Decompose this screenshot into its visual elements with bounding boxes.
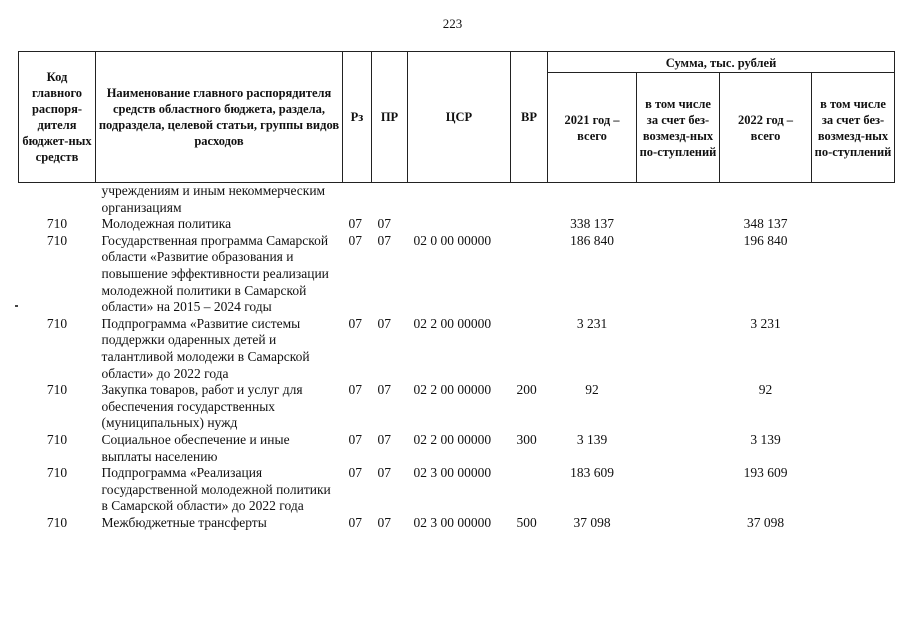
cell-vr [511, 233, 548, 316]
cell-code: 710 [46, 431, 68, 447]
cell-pr: 07 [377, 382, 391, 398]
cell-vr [511, 465, 548, 515]
cell-2021-total: 3 139 [576, 431, 608, 447]
cell-2022-total: 3 231 [750, 315, 781, 331]
table-row [19, 432, 895, 465]
cell-pr: 07 [377, 232, 391, 248]
cell-vr [511, 183, 548, 216]
header-row-top [19, 52, 895, 73]
cell-csr: 02 0 00 00000 [413, 232, 492, 248]
cell-name: Подпрограмма «Развитие системы поддержки одаренных детей и талантливой молодежи в Самарской области» до 2022 года [101, 315, 310, 381]
header-rz: Рз [343, 52, 372, 183]
cell-2021-total: 183 609 [570, 465, 614, 481]
cell-2022-incl [812, 216, 895, 233]
header-2021-total: 2021 год – всего [548, 73, 637, 183]
cell-rz: 07 [348, 514, 362, 530]
cell-name: Государственная программа Самарской области «Развитие образования и повышение эффективности реализации молодежной политики в Самарской области» на 2015 – 2024 годы [101, 232, 329, 315]
cell-rz: 07 [348, 232, 362, 248]
cell-rz: 07 [348, 465, 362, 481]
cell-2021-incl [637, 515, 720, 532]
cell-name: Закупка товаров, работ и услуг для обеспечения государственных (муниципальных) нужд [101, 382, 303, 431]
cell-csr [408, 216, 511, 233]
header-sum-group: Сумма, тыс. рублей [548, 52, 895, 73]
budget-table [18, 51, 895, 531]
cell-csr: 02 3 00 00000 [413, 514, 492, 530]
cell-csr: 02 2 00 00000 [413, 382, 492, 398]
table-row [19, 515, 895, 532]
cell-vr [511, 216, 548, 233]
cell-rz: 07 [348, 315, 362, 331]
cell-2022-incl [812, 465, 895, 515]
cell-2022-incl [812, 515, 895, 532]
cell-rz: 07 [348, 382, 362, 398]
cell-2022-total: 196 840 [743, 232, 788, 248]
cell-2021-incl [637, 233, 720, 316]
cell-name: Межбюджетные трансферты [101, 514, 267, 530]
cell-2021-incl [637, 432, 720, 465]
cell-name: Молодежная политика [101, 216, 232, 232]
cell-2021-total: 3 231 [576, 315, 608, 331]
header-2022-total: 2022 год – всего [720, 73, 812, 183]
table-row [19, 382, 895, 432]
cell-2022-total: 3 139 [750, 431, 781, 447]
header-code: Код главного распоря-дителя бюджет-ных средств [19, 52, 96, 183]
cell-pr [372, 183, 408, 216]
table-row [19, 465, 895, 515]
cell-name: Подпрограмма «Реализация государственной молодежной политики в Самарской области» до 2022 года [101, 465, 331, 514]
cell-2022-incl [812, 233, 895, 316]
cell-code: 710 [46, 465, 68, 481]
cell-name: учреждениям и иным некоммерческим организациям [101, 183, 326, 215]
cell-rz [343, 183, 372, 216]
header-vr: ВР [511, 52, 548, 183]
cell-code [19, 183, 96, 216]
header-2022-incl: в том числе за счет без-возмезд-ных по-ступлений [812, 73, 895, 183]
cell-2022-total: 193 609 [743, 465, 788, 481]
cell-2021-incl [637, 216, 720, 233]
header-csr: ЦСР [408, 52, 511, 183]
cell-2022-incl [812, 316, 895, 382]
cell-pr: 07 [377, 216, 391, 232]
cell-2022-total: 37 098 [746, 514, 785, 530]
cell-vr: 200 [516, 382, 537, 398]
cell-2021-total: 186 840 [570, 232, 614, 248]
table-row [19, 233, 895, 316]
cell-code: 710 [46, 382, 68, 398]
cell-csr: 02 2 00 00000 [413, 431, 492, 447]
cell-2022-total: 92 [758, 382, 773, 398]
cell-rz: 07 [348, 216, 362, 232]
cell-vr: 300 [516, 431, 537, 447]
cell-code: 710 [46, 216, 68, 232]
cell-2022-incl [812, 382, 895, 432]
scan-speck [15, 305, 18, 307]
cell-csr [408, 183, 511, 216]
cell-2021-total: 338 137 [570, 216, 614, 232]
cell-code: 710 [46, 232, 68, 248]
cell-code: 710 [46, 315, 68, 331]
header-2021-incl: в том числе за счет без-возмезд-ных по-ступлений [637, 73, 720, 183]
table-row [19, 316, 895, 382]
table-row [19, 183, 895, 216]
cell-vr [511, 316, 548, 382]
cell-csr: 02 3 00 00000 [413, 465, 492, 481]
cell-2021-total: 92 [585, 382, 599, 398]
table-body [19, 183, 895, 532]
cell-name: Социальное обеспечение и иные выплаты населению [101, 431, 290, 464]
header-pr: ПР [372, 52, 408, 183]
cell-2021-incl [637, 382, 720, 432]
cell-2021-incl [637, 465, 720, 515]
cell-2021-total: 37 098 [573, 514, 611, 530]
cell-2021-total [548, 183, 637, 216]
cell-csr: 02 2 00 00000 [413, 315, 492, 331]
cell-pr: 07 [377, 514, 391, 530]
cell-pr: 07 [377, 465, 391, 481]
cell-code: 710 [46, 514, 68, 530]
table-row [19, 216, 895, 233]
cell-2022-total [720, 183, 812, 216]
cell-2022-incl [812, 432, 895, 465]
cell-2021-incl [637, 316, 720, 382]
cell-2021-incl [637, 183, 720, 216]
cell-2022-total: 348 137 [743, 216, 788, 232]
header-name: Наименование главного распорядителя средств областного бюджета, раздела, подраздела, целевой статьи, группы видов расходов [96, 52, 343, 183]
cell-vr: 500 [516, 514, 537, 530]
cell-rz: 07 [348, 431, 362, 447]
cell-2022-incl [812, 183, 895, 216]
cell-pr: 07 [377, 315, 391, 331]
page-number: 223 [442, 16, 463, 31]
cell-pr: 07 [377, 431, 391, 447]
